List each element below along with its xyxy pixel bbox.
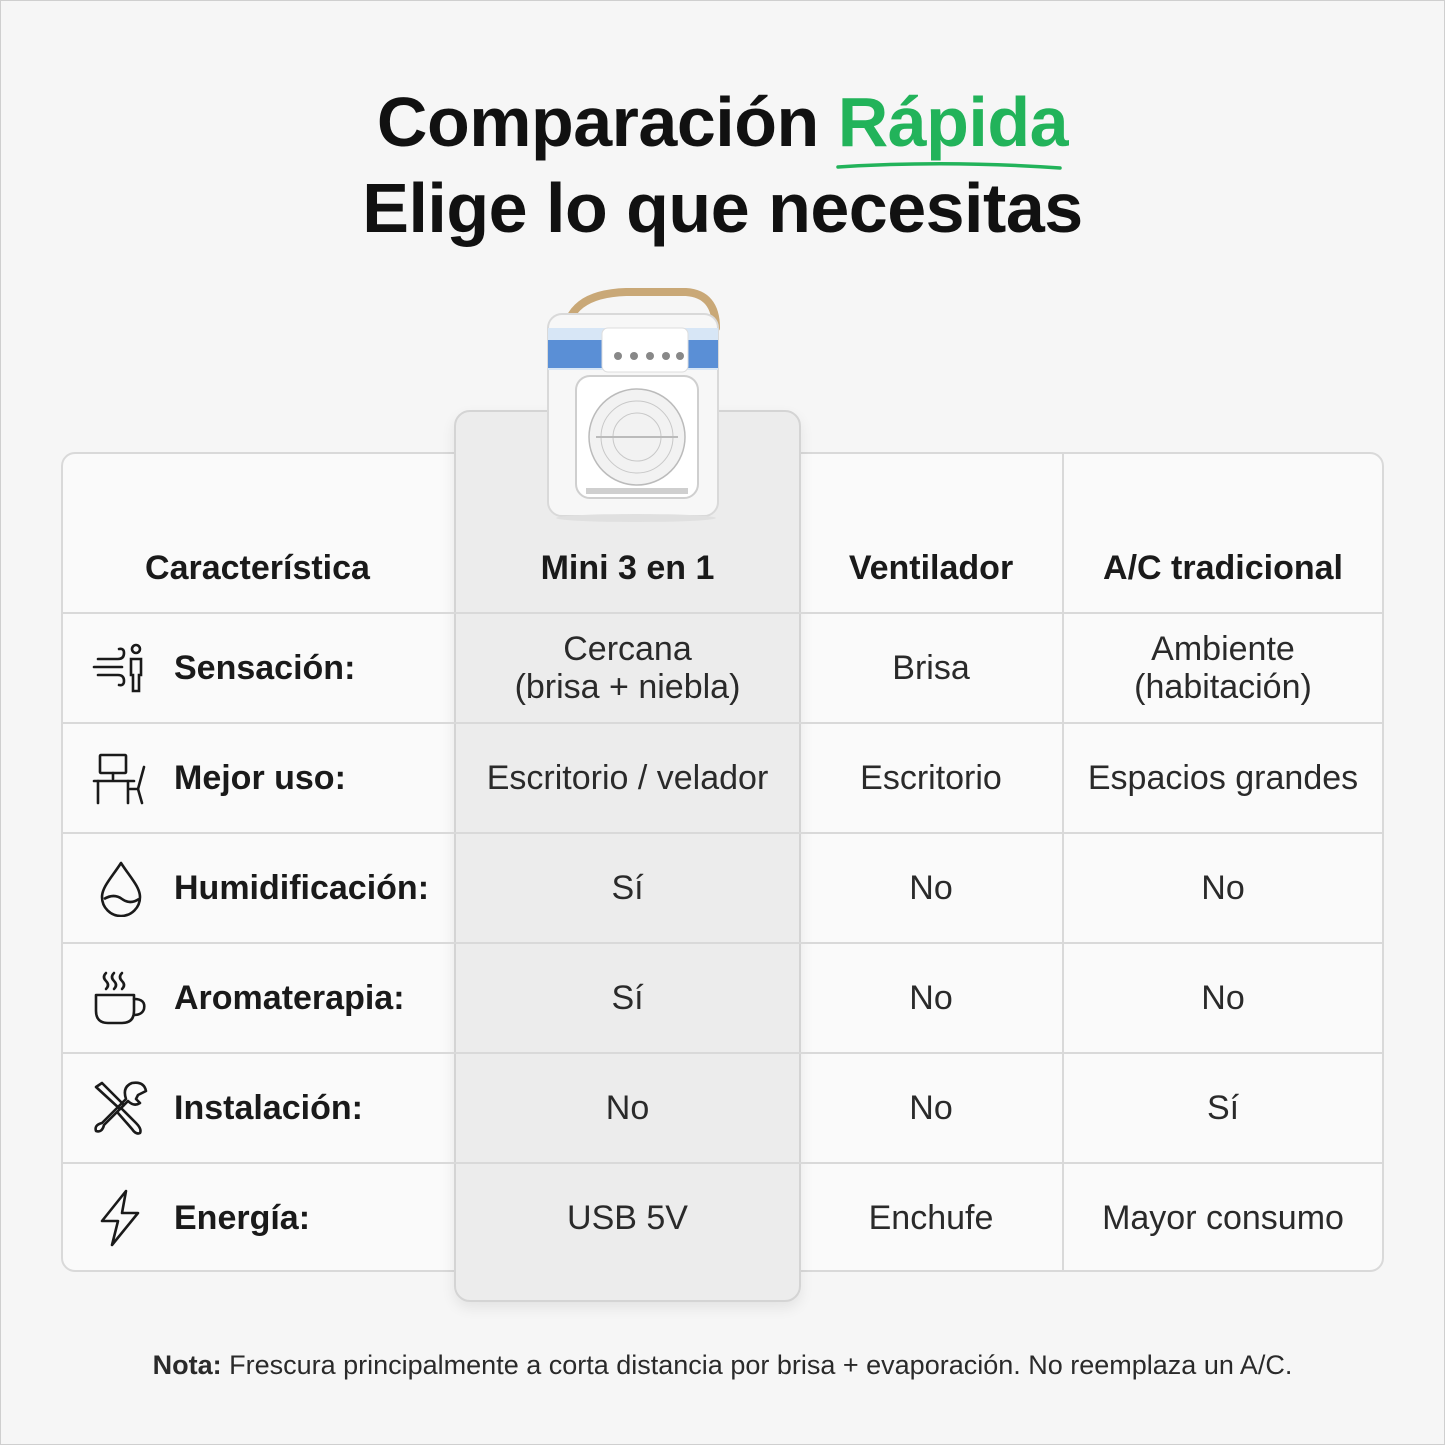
feature-humidificacion <box>92 859 452 917</box>
note-text: Frescura principalmente a corta distancia por brisa + evaporación. No reemplaza un A/C. <box>221 1350 1293 1380</box>
water-drop-icon <box>92 859 150 917</box>
header-mini: Mini 3 en 1 <box>540 549 715 587</box>
feature-aromaterapia <box>92 969 452 1027</box>
title-prefix: Comparación <box>376 83 819 161</box>
cell-ac-instalacion: Sí <box>1206 1089 1240 1127</box>
cell-ac-energia: Mayor consumo <box>1102 1199 1344 1237</box>
desk-chair-icon <box>92 749 150 807</box>
cell-mini-instalacion: No <box>605 1089 650 1127</box>
cell-fan-instalacion: No <box>909 1089 953 1127</box>
tools-icon <box>92 1079 150 1137</box>
feature-energia <box>92 1189 452 1247</box>
cell-fan-sensacion: Brisa <box>892 649 970 687</box>
lightning-icon <box>92 1189 150 1247</box>
cell-mini-aromaterapia: Sí <box>611 979 644 1017</box>
cell-mini-sensacion: Cercana (brisa + niebla) <box>514 630 741 706</box>
cell-ac-humidificacion: No <box>1201 869 1245 907</box>
cell-fan-aromaterapia: No <box>909 979 953 1017</box>
cell-fan-mejor-uso: Escritorio <box>860 759 1002 797</box>
page-subtitle: Elige lo que necesitas <box>362 169 1083 247</box>
feature-label: Sensación: <box>174 648 356 687</box>
feature-instalacion <box>92 1079 452 1137</box>
feature-label: Mejor uso: <box>174 758 346 797</box>
wind-person-icon <box>92 639 150 697</box>
feature-label: Instalación: <box>174 1088 363 1127</box>
cell-mini-energia: USB 5V <box>567 1199 688 1237</box>
cell-ac-mejor-uso: Espacios grandes <box>1087 759 1359 797</box>
feature-sensacion <box>92 639 452 697</box>
title-accent: Rápida <box>838 82 1068 162</box>
header-caracteristica: Característica <box>145 549 370 587</box>
feature-mejor-uso <box>92 749 452 807</box>
cell-ac-sensacion: Ambiente (habitación) <box>1134 630 1312 706</box>
cell-fan-humidificacion: No <box>909 869 953 907</box>
cell-fan-energia: Enchufe <box>868 1199 994 1237</box>
header-ventilador: Ventilador <box>848 549 1014 587</box>
steaming-cup-icon <box>92 969 150 1027</box>
note-label: Nota: <box>152 1350 222 1380</box>
feature-label: Humidificación: <box>174 868 430 907</box>
cell-mini-humidificacion: Sí <box>611 869 644 907</box>
feature-label: Aromaterapia: <box>174 978 405 1017</box>
header-ac: A/C tradicional <box>1103 549 1343 587</box>
footer-note <box>0 1350 1445 1381</box>
cell-ac-aromaterapia: No <box>1201 979 1245 1017</box>
cell-mini-mejor-uso: Escritorio / velador <box>486 759 769 797</box>
feature-label: Energía: <box>174 1198 311 1237</box>
mini-cooler-product-image <box>536 288 736 528</box>
page-title <box>0 82 1445 162</box>
